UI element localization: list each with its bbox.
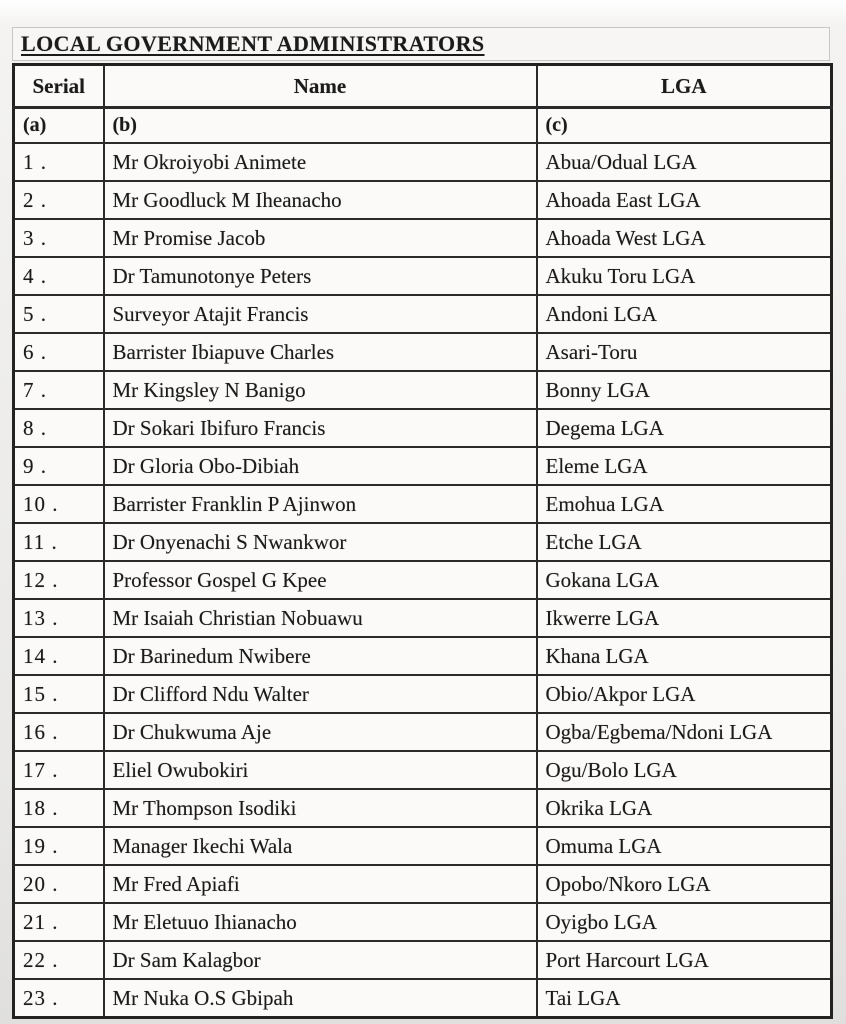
lga-cell: Port Harcourt LGA bbox=[537, 941, 832, 979]
table-row bbox=[14, 295, 832, 333]
table-row bbox=[14, 865, 832, 903]
page-title: LOCAL GOVERNMENT ADMINISTRATORS bbox=[21, 31, 485, 56]
lga-cell: Etche LGA bbox=[537, 523, 832, 561]
table-row bbox=[14, 371, 832, 409]
name-cell: Dr Clifford Ndu Walter bbox=[104, 675, 537, 713]
serial-cell: 9 . bbox=[14, 447, 104, 485]
name-cell: Dr Sokari Ibifuro Francis bbox=[104, 409, 537, 447]
name-cell: Dr Gloria Obo-Dibiah bbox=[104, 447, 537, 485]
table-header-row bbox=[14, 65, 832, 108]
name-cell: Mr Eletuuo Ihianacho bbox=[104, 903, 537, 941]
lga-cell: Asari-Toru bbox=[537, 333, 832, 371]
name-cell: Barrister Ibiapuve Charles bbox=[104, 333, 537, 371]
table-row bbox=[14, 675, 832, 713]
column-header-name: Name bbox=[104, 65, 537, 108]
name-cell: Mr Goodluck M Iheanacho bbox=[104, 181, 537, 219]
name-cell: Dr Sam Kalagbor bbox=[104, 941, 537, 979]
table-row bbox=[14, 789, 832, 827]
name-cell: Barrister Franklin P Ajinwon bbox=[104, 485, 537, 523]
lga-cell: Ahoada West LGA bbox=[537, 219, 832, 257]
serial-cell: 16 . bbox=[14, 713, 104, 751]
table-row bbox=[14, 143, 832, 181]
table-row bbox=[14, 409, 832, 447]
subheader-b: (b) bbox=[104, 108, 537, 144]
lga-cell: Abua/Odual LGA bbox=[537, 143, 832, 181]
serial-cell: 20 . bbox=[14, 865, 104, 903]
name-cell: Mr Nuka O.S Gbipah bbox=[104, 979, 537, 1018]
serial-cell: 4 . bbox=[14, 257, 104, 295]
serial-cell: 17 . bbox=[14, 751, 104, 789]
table-row bbox=[14, 447, 832, 485]
lga-cell: Ogu/Bolo LGA bbox=[537, 751, 832, 789]
lga-cell: Tai LGA bbox=[537, 979, 832, 1018]
lga-cell: Oyigbo LGA bbox=[537, 903, 832, 941]
serial-cell: 14 . bbox=[14, 637, 104, 675]
table-row bbox=[14, 941, 832, 979]
name-cell: Mr Promise Jacob bbox=[104, 219, 537, 257]
table-row bbox=[14, 219, 832, 257]
lga-cell: Andoni LGA bbox=[537, 295, 832, 333]
serial-cell: 12 . bbox=[14, 561, 104, 599]
name-cell: Mr Thompson Isodiki bbox=[104, 789, 537, 827]
lga-cell: Ikwerre LGA bbox=[537, 599, 832, 637]
table-row bbox=[14, 751, 832, 789]
serial-cell: 10 . bbox=[14, 485, 104, 523]
serial-cell: 21 . bbox=[14, 903, 104, 941]
lga-cell: Gokana LGA bbox=[537, 561, 832, 599]
title-box bbox=[12, 27, 830, 61]
column-header-serial: Serial bbox=[14, 65, 104, 108]
serial-cell: 1 . bbox=[14, 143, 104, 181]
serial-cell: 7 . bbox=[14, 371, 104, 409]
table-row bbox=[14, 485, 832, 523]
serial-cell: 13 . bbox=[14, 599, 104, 637]
name-cell: Dr Tamunotonye Peters bbox=[104, 257, 537, 295]
subheader-a: (a) bbox=[14, 108, 104, 144]
name-cell: Surveyor Atajit Francis bbox=[104, 295, 537, 333]
lga-cell: Opobo/Nkoro LGA bbox=[537, 865, 832, 903]
table-row bbox=[14, 333, 832, 371]
serial-cell: 15 . bbox=[14, 675, 104, 713]
lga-cell: Ogba/Egbema/Ndoni LGA bbox=[537, 713, 832, 751]
lga-cell: Obio/Akpor LGA bbox=[537, 675, 832, 713]
serial-cell: 8 . bbox=[14, 409, 104, 447]
serial-cell: 11 . bbox=[14, 523, 104, 561]
serial-cell: 22 . bbox=[14, 941, 104, 979]
name-cell: Mr Isaiah Christian Nobuawu bbox=[104, 599, 537, 637]
lga-cell: Omuma LGA bbox=[537, 827, 832, 865]
table-row bbox=[14, 561, 832, 599]
name-cell: Dr Onyenachi S Nwankwor bbox=[104, 523, 537, 561]
serial-cell: 18 . bbox=[14, 789, 104, 827]
serial-cell: 6 . bbox=[14, 333, 104, 371]
lga-cell: Khana LGA bbox=[537, 637, 832, 675]
name-cell: Manager Ikechi Wala bbox=[104, 827, 537, 865]
table-body bbox=[14, 143, 832, 1018]
table-row bbox=[14, 181, 832, 219]
table-row bbox=[14, 827, 832, 865]
serial-cell: 19 . bbox=[14, 827, 104, 865]
table-row bbox=[14, 599, 832, 637]
table-row bbox=[14, 903, 832, 941]
table-row bbox=[14, 257, 832, 295]
lga-cell: Eleme LGA bbox=[537, 447, 832, 485]
table-row bbox=[14, 523, 832, 561]
column-header-lga: LGA bbox=[537, 65, 832, 108]
serial-cell: 5 . bbox=[14, 295, 104, 333]
name-cell: Mr Kingsley N Banigo bbox=[104, 371, 537, 409]
serial-cell: 23 . bbox=[14, 979, 104, 1018]
table-row bbox=[14, 637, 832, 675]
table-subheader-row bbox=[14, 108, 832, 144]
name-cell: Mr Okroiyobi Animete bbox=[104, 143, 537, 181]
name-cell: Mr Fred Apiafi bbox=[104, 865, 537, 903]
lga-cell: Ahoada East LGA bbox=[537, 181, 832, 219]
serial-cell: 3 . bbox=[14, 219, 104, 257]
lga-cell: Degema LGA bbox=[537, 409, 832, 447]
name-cell: Dr Barinedum Nwibere bbox=[104, 637, 537, 675]
table-head bbox=[14, 65, 832, 144]
table-row bbox=[14, 979, 832, 1018]
subheader-c: (c) bbox=[537, 108, 832, 144]
lga-cell: Okrika LGA bbox=[537, 789, 832, 827]
name-cell: Professor Gospel G Kpee bbox=[104, 561, 537, 599]
administrators-table bbox=[12, 63, 833, 1019]
lga-cell: Bonny LGA bbox=[537, 371, 832, 409]
name-cell: Eliel Owubokiri bbox=[104, 751, 537, 789]
serial-cell: 2 . bbox=[14, 181, 104, 219]
name-cell: Dr Chukwuma Aje bbox=[104, 713, 537, 751]
table-row bbox=[14, 713, 832, 751]
lga-cell: Akuku Toru LGA bbox=[537, 257, 832, 295]
lga-cell: Emohua LGA bbox=[537, 485, 832, 523]
